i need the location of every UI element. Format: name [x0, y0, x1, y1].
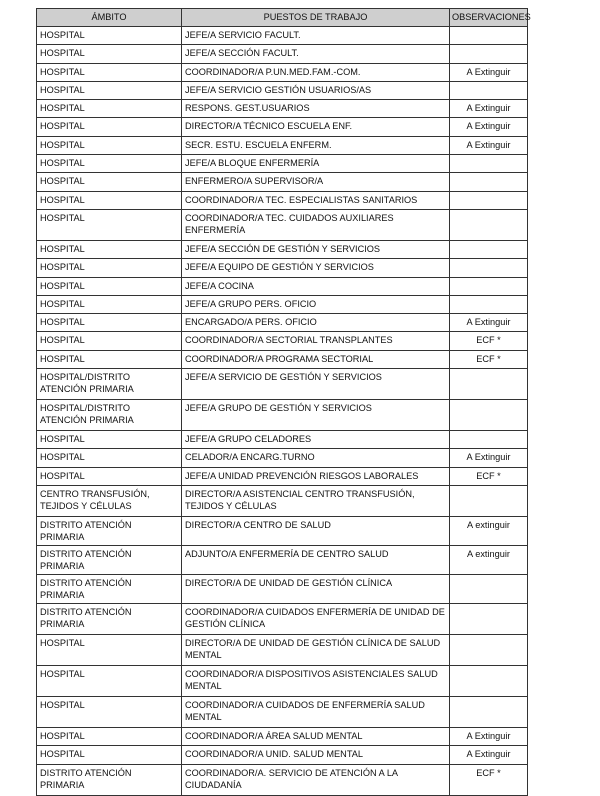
cell-ambito: HOSPITAL [37, 81, 182, 99]
cell-ambito: HOSPITAL [37, 259, 182, 277]
cell-puesto: COORDINADOR/A SECTORIAL TRANSPLANTES [182, 332, 450, 350]
cell-observaciones: A Extinguir [450, 118, 528, 136]
cell-observaciones [450, 81, 528, 99]
cell-ambito: HOSPITAL [37, 665, 182, 696]
cell-ambito: HOSPITAL [37, 27, 182, 45]
cell-ambito: HOSPITAL [37, 314, 182, 332]
cell-puesto: JEFE/A EQUIPO DE GESTIÓN Y SERVICIOS [182, 259, 450, 277]
cell-observaciones [450, 369, 528, 400]
table-row [37, 27, 528, 45]
cell-puesto: COORDINADOR/A CUIDADOS DE ENFERMERÍA SALUD MENTAL [182, 696, 450, 727]
cell-ambito: HOSPITAL [37, 155, 182, 173]
cell-observaciones: A Extinguir [450, 63, 528, 81]
cell-observaciones [450, 191, 528, 209]
cell-observaciones [450, 574, 528, 603]
cell-puesto: JEFE/A UNIDAD PREVENCIÓN RIESGOS LABORALES [182, 467, 450, 485]
table-row [37, 665, 528, 696]
cell-puesto: COORDINADOR/A UNID. SALUD MENTAL [182, 746, 450, 764]
cell-puesto: COORDINADOR/A DISPOSITIVOS ASISTENCIALES SALUD MENTAL [182, 665, 450, 696]
table-row [37, 400, 528, 431]
cell-ambito: HOSPITAL [37, 467, 182, 485]
cell-puesto: DIRECTOR/A TÉCNICO ESCUELA ENF. [182, 118, 450, 136]
table-row [37, 449, 528, 467]
cell-puesto: DIRECTOR/A ASISTENCIAL CENTRO TRANSFUSIÓN, TEJIDOS Y CÉLULAS [182, 485, 450, 516]
cell-ambito: DISTRITO ATENCIÓN PRIMARIA [37, 603, 182, 634]
cell-observaciones [450, 45, 528, 63]
cell-ambito: HOSPITAL [37, 240, 182, 258]
cell-observaciones: A Extinguir [450, 100, 528, 118]
cell-observaciones [450, 240, 528, 258]
cell-ambito: HOSPITAL [37, 350, 182, 368]
cell-observaciones [450, 155, 528, 173]
cell-ambito: HOSPITAL [37, 431, 182, 449]
cell-observaciones [450, 173, 528, 191]
table-row [37, 727, 528, 745]
cell-observaciones: ECF * [450, 467, 528, 485]
cell-puesto: JEFE/A GRUPO PERS. OFICIO [182, 295, 450, 313]
cell-observaciones [450, 485, 528, 516]
table-row [37, 209, 528, 240]
cell-puesto: COORDINADOR/A TEC. ESPECIALISTAS SANITARIOS [182, 191, 450, 209]
cell-puesto: CELADOR/A ENCARG.TURNO [182, 449, 450, 467]
cell-puesto: JEFE/A SERVICIO GESTIÓN USUARIOS/AS [182, 81, 450, 99]
table-row [37, 603, 528, 634]
cell-ambito: HOSPITAL [37, 100, 182, 118]
cell-puesto: JEFE/A GRUPO DE GESTIÓN Y SERVICIOS [182, 400, 450, 431]
cell-observaciones [450, 295, 528, 313]
cell-ambito: HOSPITAL [37, 332, 182, 350]
cell-ambito: DISTRITO ATENCIÓN PRIMARIA [37, 545, 182, 574]
cell-puesto: JEFE/A SECCIÓN FACULT. [182, 45, 450, 63]
table-row [37, 240, 528, 258]
cell-observaciones [450, 634, 528, 665]
table-row [37, 332, 528, 350]
cell-observaciones [450, 400, 528, 431]
cell-puesto: JEFE/A COCINA [182, 277, 450, 295]
positions-table [36, 8, 531, 796]
cell-ambito: HOSPITAL [37, 696, 182, 727]
cell-ambito: HOSPITAL [37, 45, 182, 63]
cell-observaciones [450, 277, 528, 295]
cell-puesto: COORDINADOR/A ÁREA SALUD MENTAL [182, 727, 450, 745]
cell-puesto: COORDINADOR/A PROGRAMA SECTORIAL [182, 350, 450, 368]
cell-puesto: DIRECTOR/A CENTRO DE SALUD [182, 516, 450, 545]
table-row [37, 63, 528, 81]
table-row [37, 467, 528, 485]
cell-puesto: ENFERMERO/A SUPERVISOR/A [182, 173, 450, 191]
cell-observaciones [450, 27, 528, 45]
header-observaciones: OBSERVACIONES [450, 9, 528, 27]
table-row [37, 314, 528, 332]
table-row [37, 259, 528, 277]
cell-puesto: DIRECTOR/A DE UNIDAD DE GESTIÓN CLÍNICA [182, 574, 450, 603]
table-row [37, 764, 528, 795]
cell-ambito: HOSPITAL [37, 727, 182, 745]
cell-observaciones [450, 603, 528, 634]
header-puestos-de-trabajo: PUESTOS DE TRABAJO [182, 9, 450, 27]
table-row [37, 191, 528, 209]
table-row [37, 634, 528, 665]
cell-ambito: CENTRO TRANSFUSIÓN, TEJIDOS Y CÉLULAS [37, 485, 182, 516]
table-row [37, 295, 528, 313]
table-row [37, 746, 528, 764]
cell-observaciones: ECF * [450, 332, 528, 350]
table-row [37, 485, 528, 516]
cell-observaciones: A Extinguir [450, 314, 528, 332]
cell-ambito: HOSPITAL [37, 634, 182, 665]
table-row [37, 81, 528, 99]
cell-observaciones [450, 209, 528, 240]
table-row [37, 431, 528, 449]
cell-observaciones: A extinguir [450, 545, 528, 574]
cell-observaciones: A extinguir [450, 516, 528, 545]
cell-ambito: HOSPITAL [37, 63, 182, 81]
table-body [37, 27, 528, 796]
cell-puesto: DIRECTOR/A DE UNIDAD DE GESTIÓN CLÍNICA DE SALUD MENTAL [182, 634, 450, 665]
cell-puesto: JEFE/A SERVICIO FACULT. [182, 27, 450, 45]
cell-ambito: HOSPITAL [37, 191, 182, 209]
cell-observaciones [450, 259, 528, 277]
cell-observaciones [450, 665, 528, 696]
cell-puesto: RESPONS. GEST.USUARIOS [182, 100, 450, 118]
cell-ambito: HOSPITAL/DISTRITO ATENCIÓN PRIMARIA [37, 369, 182, 400]
cell-ambito: DISTRITO ATENCIÓN PRIMARIA [37, 574, 182, 603]
cell-puesto: JEFE/A SERVICIO DE GESTIÓN Y SERVICIOS [182, 369, 450, 400]
cell-ambito: HOSPITAL [37, 209, 182, 240]
cell-puesto: ADJUNTO/A ENFERMERÍA DE CENTRO SALUD [182, 545, 450, 574]
table-row [37, 277, 528, 295]
table-row [37, 118, 528, 136]
cell-puesto: COORDINADOR/A CUIDADOS ENFERMERÍA DE UNIDAD DE GESTIÓN CLÍNICA [182, 603, 450, 634]
cell-ambito: DISTRITO ATENCIÓN PRIMARIA [37, 516, 182, 545]
table-row [37, 136, 528, 154]
cell-ambito: HOSPITAL [37, 295, 182, 313]
table-row [37, 100, 528, 118]
cell-puesto: COORDINADOR/A P.UN.MED.FAM.-COM. [182, 63, 450, 81]
cell-ambito: HOSPITAL [37, 136, 182, 154]
cell-observaciones: A Extinguir [450, 727, 528, 745]
cell-puesto: JEFE/A BLOQUE ENFERMERÍA [182, 155, 450, 173]
table-header-row [37, 9, 528, 27]
cell-puesto: SECR. ESTU. ESCUELA ENFERM. [182, 136, 450, 154]
table-row [37, 516, 528, 545]
table-row [37, 155, 528, 173]
cell-ambito: HOSPITAL [37, 746, 182, 764]
table-row [37, 545, 528, 574]
cell-observaciones: A Extinguir [450, 136, 528, 154]
table-row [37, 369, 528, 400]
cell-puesto: JEFE/A GRUPO CELADORES [182, 431, 450, 449]
cell-ambito: HOSPITAL/DISTRITO ATENCIÓN PRIMARIA [37, 400, 182, 431]
table-row [37, 45, 528, 63]
cell-observaciones: A Extinguir [450, 449, 528, 467]
cell-observaciones: ECF * [450, 350, 528, 368]
cell-ambito: HOSPITAL [37, 173, 182, 191]
cell-observaciones: ECF * [450, 764, 528, 795]
cell-puesto: JEFE/A SECCIÓN DE GESTIÓN Y SERVICIOS [182, 240, 450, 258]
table-row [37, 696, 528, 727]
cell-ambito: HOSPITAL [37, 449, 182, 467]
cell-puesto: COORDINADOR/A. SERVICIO DE ATENCIÓN A LA CIUDADANÍA [182, 764, 450, 795]
cell-puesto: COORDINADOR/A TEC. CUIDADOS AUXILIARES ENFERMERÍA [182, 209, 450, 240]
cell-ambito: HOSPITAL [37, 118, 182, 136]
cell-observaciones [450, 431, 528, 449]
cell-ambito: HOSPITAL [37, 277, 182, 295]
cell-observaciones: A Extinguir [450, 746, 528, 764]
cell-ambito: DISTRITO ATENCIÓN PRIMARIA [37, 764, 182, 795]
table-row [37, 574, 528, 603]
table-row [37, 173, 528, 191]
cell-puesto: ENCARGADO/A PERS. OFICIO [182, 314, 450, 332]
cell-observaciones [450, 696, 528, 727]
table-row [37, 350, 528, 368]
header-ambito: ÁMBITO [37, 9, 182, 27]
